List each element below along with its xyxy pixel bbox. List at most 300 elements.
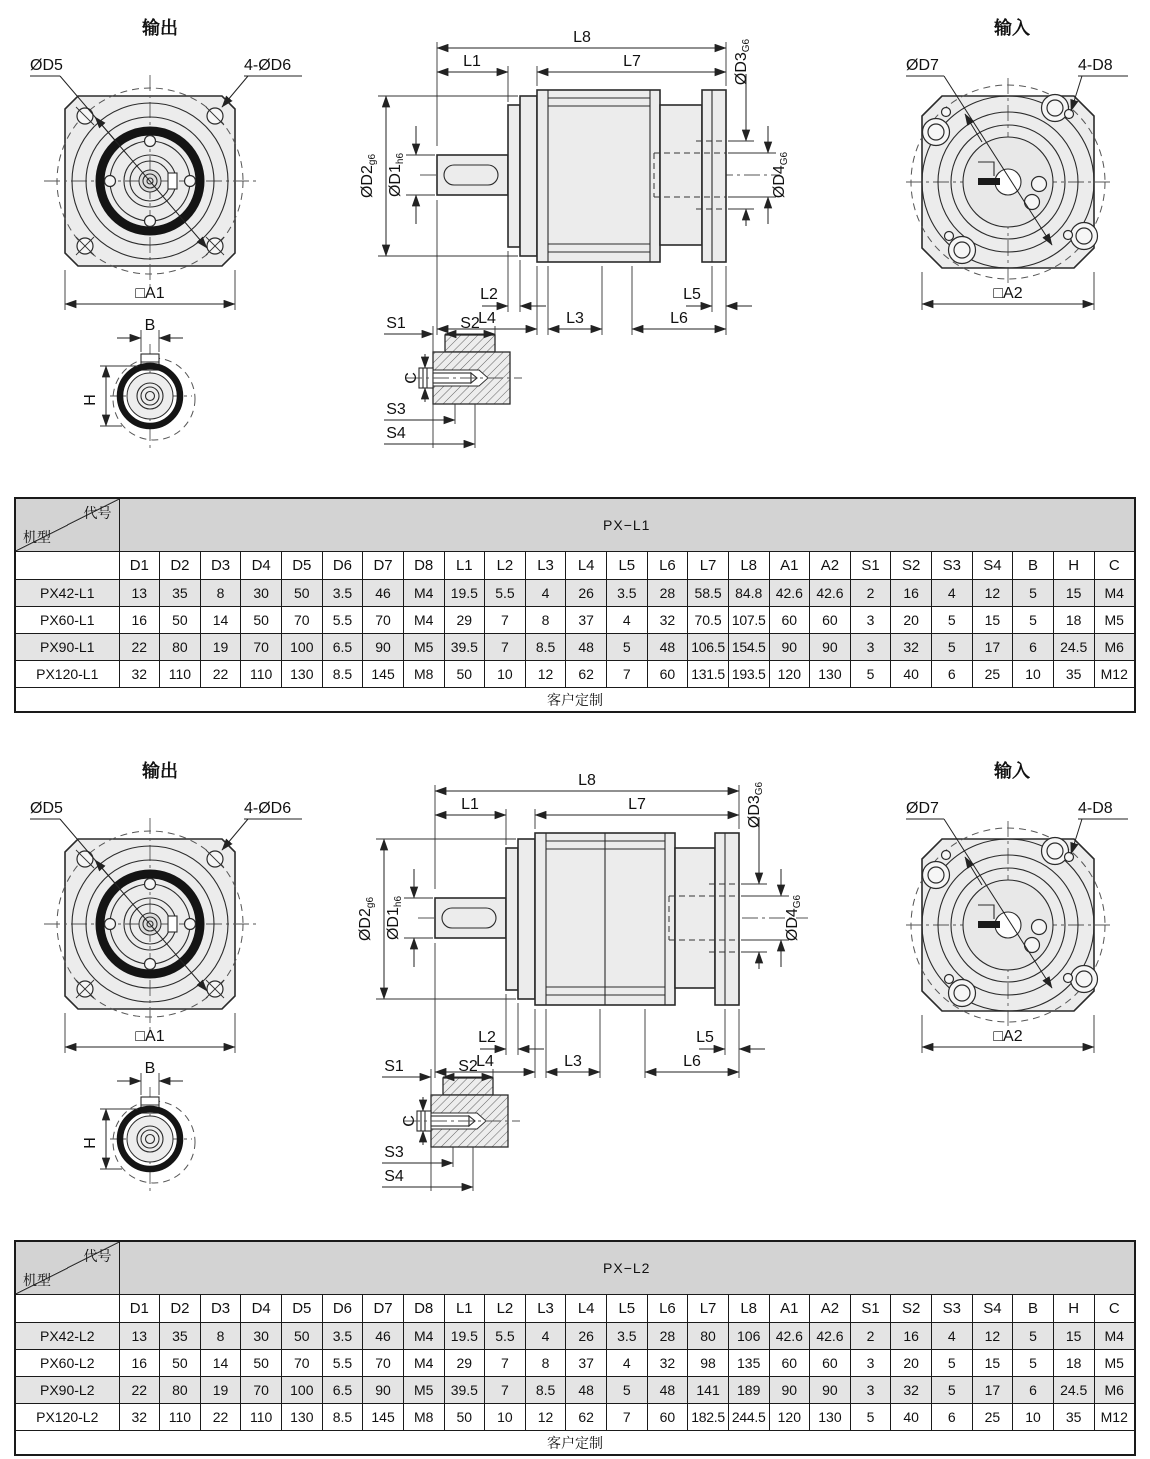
blank-cell: [15, 552, 119, 580]
col-header: L5: [607, 1295, 648, 1323]
table-cell: 50: [444, 661, 485, 688]
table-cell: 106.5: [688, 634, 729, 661]
table-cell: 24.5: [1053, 634, 1094, 661]
col-header: A1: [769, 1295, 810, 1323]
table-cell: 4: [525, 1323, 566, 1350]
table-cell: 37: [566, 607, 607, 634]
row-model-label: PX42-L1: [15, 580, 119, 607]
table-cell: 2: [850, 1323, 891, 1350]
table-cell: 60: [647, 1404, 688, 1431]
table-cell: 32: [647, 1350, 688, 1377]
table-cell: 13: [119, 1323, 160, 1350]
table-cell: 131.5: [688, 661, 729, 688]
table-cell: 60: [647, 661, 688, 688]
col-header: L8: [728, 1295, 769, 1323]
table-cell: 3.5: [607, 1323, 648, 1350]
dim-label-l5: L5: [696, 1029, 714, 1046]
clamp-slot: [978, 178, 1000, 185]
table-cell: 7: [485, 1377, 526, 1404]
table-cell: 5.5: [322, 1350, 363, 1377]
output-title: 输出: [142, 18, 178, 38]
col-header: C: [1094, 552, 1135, 580]
output-shaft: [435, 898, 506, 938]
table-row: [15, 607, 1135, 634]
table-cell: 48: [566, 1377, 607, 1404]
col-header: D2: [160, 1295, 201, 1323]
table-cell: 12: [972, 580, 1013, 607]
table-cell: 42.6: [810, 1323, 851, 1350]
table-cell: 4: [607, 1350, 648, 1377]
table-cell: 10: [1013, 1404, 1054, 1431]
table-cell: 145: [363, 661, 404, 688]
row-model-label: PX90-L1: [15, 634, 119, 661]
table-cell: M12: [1094, 661, 1135, 688]
table-cell: 14: [200, 607, 241, 634]
table-cell: 110: [160, 1404, 201, 1431]
table-cell: 90: [363, 1377, 404, 1404]
shaft-section-detail: [384, 315, 522, 448]
table-cell: 30: [241, 1323, 282, 1350]
table-body: [15, 1323, 1135, 1431]
table-cell: 62: [566, 661, 607, 688]
input-neck: [660, 105, 702, 245]
gear-housing: [537, 90, 660, 262]
table-footer: 客户定制: [15, 1431, 1135, 1456]
table-cell: 3: [850, 1377, 891, 1404]
table-cell: 20: [891, 1350, 932, 1377]
col-header: L2: [485, 1295, 526, 1323]
table-cell: 7: [607, 1404, 648, 1431]
dim-label-a1: □A1: [135, 285, 165, 302]
spec-table-px-l1: [14, 497, 1136, 713]
dim-label-d2: ØD2g6: [357, 896, 376, 942]
col-header: D6: [322, 552, 363, 580]
dim-label-d4: ØD4G6: [784, 894, 803, 942]
col-header: L6: [647, 1295, 688, 1323]
col-header: S1: [850, 1295, 891, 1323]
corner-cell: [15, 1241, 119, 1295]
table-cell: 3.5: [607, 580, 648, 607]
table-cell: 5.5: [485, 580, 526, 607]
table-cell: 141: [688, 1377, 729, 1404]
output-shaft: [437, 155, 508, 195]
table-row: [15, 1350, 1135, 1377]
dim-label-l4: L4: [476, 1053, 494, 1070]
table-cell: 50: [160, 1350, 201, 1377]
table-cell: 20: [891, 607, 932, 634]
dim-label-s3: S3: [386, 401, 406, 418]
dim-label-b: B: [144, 317, 156, 334]
input-title: 输入: [994, 18, 1030, 38]
table-cell: 12: [525, 661, 566, 688]
table-cell: 22: [119, 1377, 160, 1404]
side-view-drawing-l2: [330, 757, 820, 1237]
blank-cell: [15, 1295, 119, 1323]
table-cell: 50: [241, 607, 282, 634]
col-header: C: [1094, 1295, 1135, 1323]
table-cell: 106: [728, 1323, 769, 1350]
corner-label-bottom: 机型: [23, 529, 51, 545]
table-body: [15, 580, 1135, 688]
table-cell: 32: [119, 1404, 160, 1431]
dim-label-s4: S4: [386, 425, 406, 442]
dim-label-l8: L8: [573, 29, 591, 46]
table-cell: 7: [485, 607, 526, 634]
table-cell: 18: [1053, 1350, 1094, 1377]
output-keyway: [168, 173, 177, 189]
table-cell: 13: [119, 580, 160, 607]
col-header: S3: [932, 1295, 973, 1323]
column-header-row: [15, 1295, 1135, 1323]
table-cell: M5: [403, 634, 444, 661]
table-cell: 16: [119, 607, 160, 634]
corner-cell: [15, 498, 119, 552]
row-model-label: PX120-L1: [15, 661, 119, 688]
table-cell: 182.5: [688, 1404, 729, 1431]
table-cell: 19.5: [444, 1323, 485, 1350]
dim-label-d3: ØD3G6: [746, 781, 765, 829]
dim-label-l3: L3: [564, 1053, 582, 1070]
table-cell: 40: [891, 1404, 932, 1431]
table-cell: 32: [891, 1377, 932, 1404]
table-cell: M4: [403, 1323, 444, 1350]
table-cell: 4: [525, 580, 566, 607]
col-header: S1: [850, 552, 891, 580]
pilot-boss: [506, 848, 518, 990]
table-cell: 130: [810, 1404, 851, 1431]
col-header: D1: [119, 1295, 160, 1323]
col-header: A2: [810, 552, 851, 580]
table-cell: 16: [119, 1350, 160, 1377]
table-cell: 70: [241, 634, 282, 661]
table-cell: 16: [891, 1323, 932, 1350]
table-cell: 5: [932, 607, 973, 634]
table-cell: 35: [160, 580, 201, 607]
col-header: A2: [810, 1295, 851, 1323]
table-cell: 5: [1013, 580, 1054, 607]
col-header: D4: [241, 1295, 282, 1323]
table-cell: 10: [485, 1404, 526, 1431]
table-cell: 50: [282, 580, 323, 607]
table-cell: 35: [1053, 1404, 1094, 1431]
table-row: [15, 1323, 1135, 1350]
table-cell: M12: [1094, 1404, 1135, 1431]
col-header: L4: [566, 552, 607, 580]
table-cell: 5: [850, 661, 891, 688]
table-cell: 145: [363, 1404, 404, 1431]
dim-label-s1: S1: [386, 315, 406, 332]
table-cell: 70: [282, 1350, 323, 1377]
table-cell: 130: [810, 661, 851, 688]
table-cell: 12: [525, 1404, 566, 1431]
table-cell: 18: [1053, 607, 1094, 634]
table-cell: 48: [647, 634, 688, 661]
table-cell: M4: [403, 1350, 444, 1377]
table-cell: 7: [607, 661, 648, 688]
table-cell: M5: [1094, 1350, 1135, 1377]
table-cell: 107.5: [728, 607, 769, 634]
table-cell: 70.5: [688, 607, 729, 634]
table-cell: 100: [282, 634, 323, 661]
table-cell: 80: [160, 1377, 201, 1404]
table-cell: 46: [363, 580, 404, 607]
table-cell: 25: [972, 1404, 1013, 1431]
dim-label-d3: ØD3G6: [733, 38, 752, 86]
table-cell: 42.6: [810, 580, 851, 607]
dim-label-l2: L2: [478, 1029, 496, 1046]
table-cell: 58.5: [688, 580, 729, 607]
table-cell: 2: [850, 580, 891, 607]
col-header: L1: [444, 552, 485, 580]
col-header: D3: [200, 1295, 241, 1323]
table-cell: 5: [850, 1404, 891, 1431]
dim-label-s2: S2: [460, 315, 480, 332]
table-cell: 15: [972, 1350, 1013, 1377]
dim-label-s1: S1: [384, 1058, 404, 1075]
dim-label-l8: L8: [578, 772, 596, 789]
table-cell: 22: [119, 634, 160, 661]
table-cell: 48: [647, 1377, 688, 1404]
dim-label-l5: L5: [683, 286, 701, 303]
table-cell: 16: [891, 580, 932, 607]
table-cell: 28: [647, 1323, 688, 1350]
col-header: L3: [525, 552, 566, 580]
table-cell: M6: [1094, 634, 1135, 661]
table-cell: 70: [241, 1377, 282, 1404]
table-cell: 80: [688, 1323, 729, 1350]
table-footer: 客户定制: [15, 688, 1135, 713]
table-cell: 7: [485, 634, 526, 661]
table-cell: 3: [850, 607, 891, 634]
corner-label-bottom: 机型: [23, 1272, 51, 1288]
col-header: S3: [932, 552, 973, 580]
table-cell: M4: [1094, 1323, 1135, 1350]
table-cell: 25: [972, 661, 1013, 688]
table-cell: 5: [607, 634, 648, 661]
col-header: D3: [200, 552, 241, 580]
table-cell: M5: [403, 1377, 444, 1404]
table-cell: 6: [932, 1404, 973, 1431]
table-cell: 3: [850, 634, 891, 661]
shaft-end-detail: [82, 317, 195, 448]
table-cell: 32: [647, 607, 688, 634]
col-header: B: [1013, 1295, 1054, 1323]
col-header: D2: [160, 552, 201, 580]
table-cell: 70: [363, 607, 404, 634]
table-cell: 32: [119, 661, 160, 688]
table-cell: 40: [891, 661, 932, 688]
output-flange-plate: [520, 96, 537, 256]
dim-label-l1: L1: [461, 796, 479, 813]
table-cell: 14: [200, 1350, 241, 1377]
table-row: [15, 1377, 1135, 1404]
table-cell: 8.5: [322, 661, 363, 688]
table-cell: 5: [932, 634, 973, 661]
table-cell: 10: [1013, 661, 1054, 688]
table-cell: 154.5: [728, 634, 769, 661]
col-header: D1: [119, 552, 160, 580]
table-cell: 130: [282, 661, 323, 688]
table-cell: 8: [200, 580, 241, 607]
table-cell: 244.5: [728, 1404, 769, 1431]
table-cell: 8: [525, 607, 566, 634]
col-header: D8: [403, 1295, 444, 1323]
table-cell: 8: [200, 1323, 241, 1350]
table-cell: 120: [769, 1404, 810, 1431]
dim-label-l2: L2: [480, 286, 498, 303]
table-cell: 120: [769, 661, 810, 688]
table-cell: 50: [241, 1350, 282, 1377]
dim-label-s2: S2: [458, 1058, 478, 1075]
output-view-drawing-1: [10, 8, 320, 458]
table-cell: 3: [850, 1350, 891, 1377]
input-view-drawing-2: [882, 751, 1142, 1061]
dim-label-d4: ØD4G6: [771, 151, 790, 199]
table-cell: 39.5: [444, 1377, 485, 1404]
table-cell: 35: [1053, 661, 1094, 688]
dim-label-l7: L7: [628, 796, 646, 813]
col-header: S2: [891, 1295, 932, 1323]
table-cell: 60: [810, 1350, 851, 1377]
col-header: L7: [688, 1295, 729, 1323]
dim-label-l6: L6: [683, 1053, 701, 1070]
col-header: H: [1053, 1295, 1094, 1323]
table-cell: 5: [1013, 1350, 1054, 1377]
col-header: L3: [525, 1295, 566, 1323]
table-row: [15, 580, 1135, 607]
table-cell: 30: [241, 580, 282, 607]
col-header: H: [1053, 552, 1094, 580]
col-header: D7: [363, 552, 404, 580]
table-cell: 135: [728, 1350, 769, 1377]
table-cell: 5: [932, 1377, 973, 1404]
table-cell: 5.5: [485, 1323, 526, 1350]
table-cell: 6: [1013, 634, 1054, 661]
table-cell: 110: [160, 661, 201, 688]
table-cell: 5.5: [322, 607, 363, 634]
dim-label-d7: ØD7: [906, 57, 939, 74]
table-cell: 5: [1013, 607, 1054, 634]
dim-label-c: C: [401, 1115, 418, 1127]
row-model-label: PX90-L2: [15, 1377, 119, 1404]
table-cell: 35: [160, 1323, 201, 1350]
col-header: L1: [444, 1295, 485, 1323]
table-cell: 29: [444, 1350, 485, 1377]
table-cell: 22: [200, 1404, 241, 1431]
side-view-drawing-l1: [332, 14, 792, 474]
dim-label-d8: 4-D8: [1078, 57, 1113, 74]
dim-label-d1: ØD1h6: [385, 895, 404, 941]
dim-label-l7: L7: [623, 53, 641, 70]
table-cell: 46: [363, 1323, 404, 1350]
shaft-section-detail: [382, 1058, 520, 1191]
table-cell: 3.5: [322, 1323, 363, 1350]
table-cell: 8.5: [525, 634, 566, 661]
table-cell: 26: [566, 1323, 607, 1350]
col-header: S4: [972, 1295, 1013, 1323]
table-cell: 42.6: [769, 580, 810, 607]
corner-label-top: 代号: [83, 1248, 112, 1264]
table-cell: 50: [444, 1404, 485, 1431]
table-cell: 90: [810, 1377, 851, 1404]
table-cell: M4: [1094, 580, 1135, 607]
table-cell: 17: [972, 1377, 1013, 1404]
col-header: D5: [282, 1295, 323, 1323]
col-header: L6: [647, 552, 688, 580]
table-cell: 3.5: [322, 580, 363, 607]
corner-label-top: 代号: [83, 505, 112, 521]
dim-label-s3: S3: [384, 1144, 404, 1161]
table-cell: 4: [932, 1323, 973, 1350]
table-cell: 7: [485, 1350, 526, 1377]
table-cell: 80: [160, 634, 201, 661]
table-cell: 42.6: [769, 1323, 810, 1350]
col-header: L2: [485, 552, 526, 580]
table-cell: M8: [403, 661, 444, 688]
table-cell: 130: [282, 1404, 323, 1431]
table-cell: 29: [444, 607, 485, 634]
table-cell: 19.5: [444, 580, 485, 607]
table-row: [15, 661, 1135, 688]
col-header: D8: [403, 552, 444, 580]
table-cell: 70: [363, 1350, 404, 1377]
table-title: PX−L2: [119, 1241, 1135, 1295]
col-header: D6: [322, 1295, 363, 1323]
table-cell: 6: [1013, 1377, 1054, 1404]
table-cell: 6.5: [322, 634, 363, 661]
col-header: D4: [241, 552, 282, 580]
table-cell: 10: [485, 661, 526, 688]
table-cell: 193.5: [728, 661, 769, 688]
col-header: B: [1013, 552, 1054, 580]
table-cell: 90: [769, 634, 810, 661]
table-cell: M5: [1094, 607, 1135, 634]
col-header: L5: [607, 552, 648, 580]
dim-label-l3: L3: [566, 310, 584, 327]
table-cell: M6: [1094, 1377, 1135, 1404]
output-flange-plate: [518, 839, 535, 999]
dim-label-d2: ØD2g6: [359, 153, 378, 199]
row-model-label: PX60-L2: [15, 1350, 119, 1377]
table-cell: 17: [972, 634, 1013, 661]
table-cell: 5: [607, 1377, 648, 1404]
table-cell: 90: [769, 1377, 810, 1404]
table-cell: 19: [200, 634, 241, 661]
table-title: PX−L1: [119, 498, 1135, 552]
table-cell: 26: [566, 580, 607, 607]
row-model-label: PX60-L1: [15, 607, 119, 634]
row-model-label: PX42-L2: [15, 1323, 119, 1350]
table-cell: 4: [607, 607, 648, 634]
input-neck: [675, 848, 715, 988]
table-cell: 39.5: [444, 634, 485, 661]
table-cell: 5: [932, 1350, 973, 1377]
table-cell: 100: [282, 1377, 323, 1404]
col-header: S4: [972, 552, 1013, 580]
table-cell: 110: [241, 661, 282, 688]
input-flange-plate: [702, 90, 726, 262]
table-cell: M4: [403, 607, 444, 634]
output-view-drawing-2: [10, 751, 320, 1201]
table-row: [15, 1404, 1135, 1431]
col-header: D7: [363, 1295, 404, 1323]
table-cell: 6: [932, 661, 973, 688]
table-cell: 60: [810, 607, 851, 634]
col-header: L8: [728, 552, 769, 580]
table-cell: M4: [403, 580, 444, 607]
table-cell: 37: [566, 1350, 607, 1377]
dim-label-l6: L6: [670, 310, 688, 327]
